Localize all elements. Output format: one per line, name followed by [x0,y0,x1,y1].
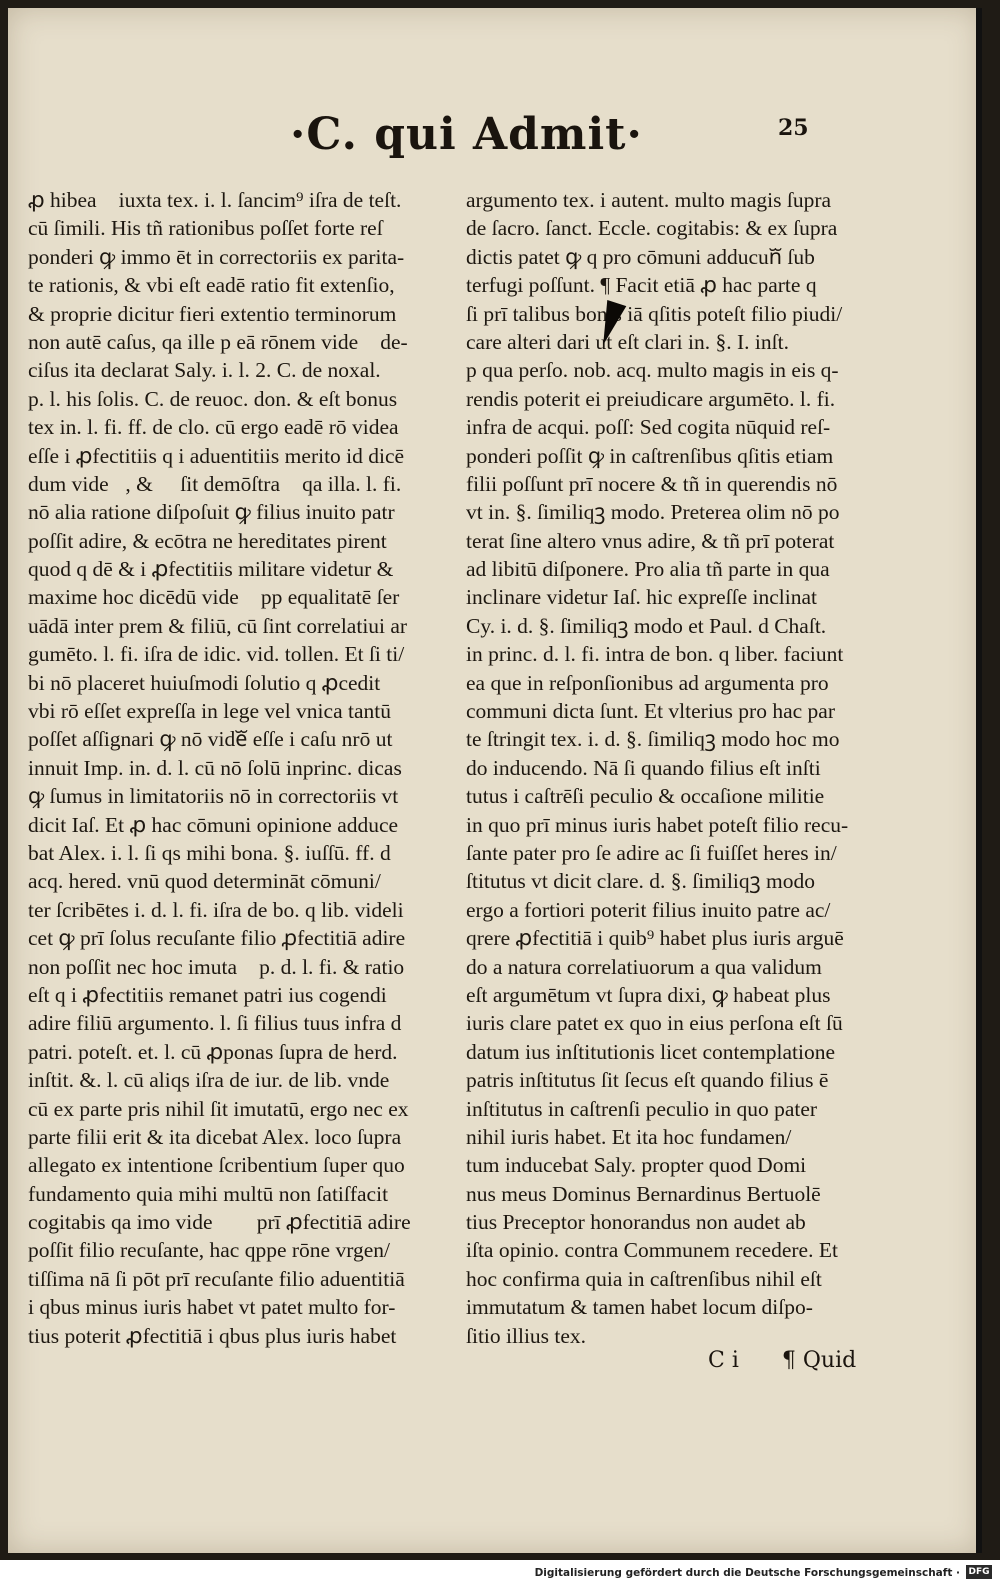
page-edge-shadow [976,8,982,1553]
left-column-line: p. l. his ſolis. C. de reuoc. don. & eſt bonus [28,386,398,411]
right-column-line: terat ſine altero vnus adire, & tñ prī poterat [466,528,835,553]
left-column-line: cū ſimili. His tñ rationibus poſſet forte reſ [28,216,383,241]
right-column-line: ſitio illius tex. [466,1323,587,1348]
right-column-line: in princ. d. l. fi. intra de bon. q liber. faciunt [466,642,844,667]
right-column-line: argumento tex. i autent. multo magis ſupra [466,188,832,212]
left-column-line: vbi rō eſſet expreſſa in lege vel vnica tantū [28,699,391,724]
book-page [8,8,980,1553]
running-head: ·C. qui Admit· [290,109,643,160]
left-column-line: bat Alex. i. l. ſi qs mihi bona. §. iuſſū. ff. d [28,840,391,865]
left-column-line: gumēto. l. fi. iſra de idic. vid. tollen. Et ſi ti/ [28,642,405,667]
left-column-line: cet ꝙ prī ſolus recuſante filio ꝓfectitiā adire [28,926,406,951]
left-column-line: i qbus minus iuris habet vt patet multo for- [28,1295,396,1320]
funding-credit: Digitalisierung gefördert durch die Deutsche Forschungsgemeinschaft · [534,1567,960,1579]
right-column-line: tum inducebat Saly. propter quod Domi [466,1153,807,1178]
left-column-line: bi nō placeret huiuſmodi ſolutio q ꝓcedit [28,670,381,695]
left-column-line: fundamento quia mihi multū non ſatiſfacit [28,1181,389,1206]
right-column-line: hoc confirma quia in caſtrenſibus nihil eſt [466,1266,822,1291]
right-column-line: ea que in reſponſionibus ad argumenta pro [466,670,829,695]
dfg-logo: DFG [966,1565,992,1579]
left-column-line: te rationis, & vbi eſt eadē ratio fit extenſio, [28,273,395,298]
page-header [8,103,980,167]
left-column-line: maxime hoc dicēdū videᷓ pp equalitatē ſer [28,585,400,610]
right-column-line: vt in. §. ſimiliqꝫ modo. Preterea olim nō po [466,500,840,525]
right-column-line: inclinare videtur Iaſ. hic expreſſe inclinat [466,585,818,610]
left-column-line: cū ex parte pris nihil ſit imutatū, ergo nec ex [28,1096,409,1121]
left-column-line: ꝙ ſumus in limitatoriis nō in correctoriis vt [28,784,399,809]
left-column-line: quod q dē & i ꝓfectitiis militare videtur & [28,557,394,582]
right-column-line: tius Preceptor honorandus non audet ab [466,1210,806,1235]
catchword: ¶ Quid [781,1348,857,1373]
right-column-line: communi dicta ſunt. Et vlterius pro hac par [466,699,835,724]
left-column-line: nō alia ratione diſpoſuit ꝙ filius inuito patr [28,500,395,525]
right-column-line: iſta opinio. contra Communem recedere. Et [466,1238,838,1263]
left-column-line: ter ſcribētes i. d. l. fi. iſra de bo. q lib. videli [28,897,404,922]
right-column-line: do a natura correlatiuorum a qua validum [466,954,822,979]
left-column-line: eſſe i ꝓfectitiis q i aduentitiis merito id dicē [28,443,405,468]
left-column-line: innuit Imp. in. d. l. cū nō ſolū inprinc. dicas [28,755,402,780]
left-column-line: parte filii erit & ita dicebat Alex. loco ſupra [28,1124,402,1149]
left-column-line: tex in. l. fi. ff. de clo. cū ergo eadē rō videaᷓ [28,415,416,440]
left-column-line: ciſus ita declarat Saly. i. l. 2. C. de noxal. [28,358,381,383]
right-column-line: rendis poterit ei preiudicare argumēto. l. fi. [466,386,836,411]
right-column-line: patris inſtitutus ſit ſecus eſt quando filius ē [466,1068,829,1093]
right-column-line: ergo a fortiori poterit filius inuito patre ac/ [466,897,831,922]
right-column-line: care alteri dari ut eſt clari in. §. I. inſt. [466,329,789,354]
left-column-line: & proprie dicitur fieri extentio terminorum [28,301,397,326]
right-column-line: ſi prī talibus bonis iā qſitis poteſt filio piudi/ [466,301,843,326]
right-column-line: nus meus Dominus Bernardinus Bertuolē [466,1181,821,1206]
right-column-line: terfugi poſſunt. ¶ Facit etiā ꝓ hac parte q [466,273,817,298]
right-column-line: tutus i caſtrēſi peculio & occaſione militie [466,784,825,809]
left-column-line: uādā inter prem & filiū, cū ſint correlatiui ar [28,613,408,638]
left-column-line: dum videᷓ, & ꝙ ſit demōſtraᷓ qa illa. l. fi. [28,471,402,496]
left-column-line: adire filiū argumento. l. ſi filius tuus infra d [28,1011,402,1036]
right-column-line: p qua perſo. nob. acq. multo magis in eis q- [466,358,839,383]
left-text-column [28,186,446,1350]
right-column-line: ad libitū diſponere. Pro alia tñ parte in qua [466,557,830,582]
right-text-column [466,186,896,1350]
left-column-line: eſt q i ꝓfectitiis remanet patri ius cogendi [28,982,387,1007]
left-column-line: inſtit. &. l. cū aliqs iſra de iur. de lib. vnde [28,1068,390,1093]
right-column-line: eſt argumētum vt ſupra dixi, ꝙ habeat plus [466,982,831,1007]
left-column-line: non autē caſus, qa ille p eā rōnem videᷓ de- [28,329,408,354]
right-column-line: ſante pater pro ſe adire ac ſi fuiſſet heres in/ [466,840,837,865]
left-column-line: cogitabis qa imo videᷓ ꝙ prī ꝓfectitiā adire [28,1210,411,1235]
left-column-line: poſſit adire, & ecōtra ne hereditates pirent [28,528,387,553]
left-column-line: tius poterit ꝓfectitiā i qbus plus iuris habet [28,1323,397,1348]
right-column-line: ponderi poſſit ꝙ in caſtrenſibus qſitis etiam [466,443,834,468]
left-column-line: tiſſima nā ſi pōt prī recuſante filio aduentitiā [28,1266,405,1291]
credit-bar [0,1560,1000,1586]
right-column-line: dictis patet ꝙ q pro cōmuni adducunᷓ ſub [466,244,815,269]
left-column-line: non poſſit nec hoc imutaᷓ p. d. l. fi. & ratio [28,954,405,979]
right-column-line: qrere ꝓfectitiā i quib⁹ habet plus iuris arguē [466,926,844,951]
right-column-line: in quo prī minus iuris habet poteſt filio recu- [466,812,849,837]
left-column-line: dicit Iaſ. Et ꝓ hac cōmuni opinione adduce [28,812,399,837]
right-column-line: de ſacro. ſanct. Eccle. cogitabis: & ex ſupra [466,216,838,241]
right-column-line: infra de acqui. poſſ: Sed cogita nūquid reſ- [466,415,831,440]
right-column-line: inſtitutus in caſtrenſi peculio in quo pater [466,1096,818,1121]
folio-number: 25 [778,115,809,141]
right-column-line: immutatum & tamen habet locum diſpo- [466,1295,813,1320]
right-column-line: te ſtringit tex. i. d. §. ſimiliqꝫ modo hoc mo [466,727,840,752]
left-column-line: ponderi ꝙ immo ēt in correctoriis ex parita- [28,244,405,269]
right-column-line: do inducendo. Nā ſi quando filius eſt inſti [466,755,821,780]
left-column-line: acq. hered. vnū quod determināt cōmuni/ [28,869,381,894]
left-column-line: poſſit filio recuſante, hac qppe rōne vrgen/ [28,1238,390,1263]
right-column-line: iuris clare patet ex quo in eius perſona eſt ſū [466,1011,843,1036]
right-column-line: nihil iuris habet. Et ita hoc fundamen/ [466,1124,792,1149]
right-column-line: datum ius inſtitutionis licet contemplatione [466,1039,836,1064]
left-column-line: allegato ex intentione ſcribentium ſuper quo [28,1153,405,1178]
signature-mark: C i [708,1348,739,1373]
right-column-line: filii poſſunt prī nocere & tñ in querendis nō [466,471,838,496]
right-column-line: Cy. i. d. §. ſimiliqꝫ modo et Paul. d Chaſt. [466,613,827,638]
left-column-line: patri. poteſt. et. l. cū ꝓponas ſupra de herd. [28,1039,398,1064]
left-column-line: poſſet aſſignari ꝙ nō videᷓ eſſe i caſu nrō ut [28,727,393,752]
page-footer [708,1348,892,1373]
left-column-line: ꝓ hibeaᷓ iuxta tex. i. l. ſancim⁹ iſra de teſt. [28,188,402,212]
right-column-line: ſtitutus vt dicit clare. d. §. ſimiliqꝫ modo [466,869,815,894]
